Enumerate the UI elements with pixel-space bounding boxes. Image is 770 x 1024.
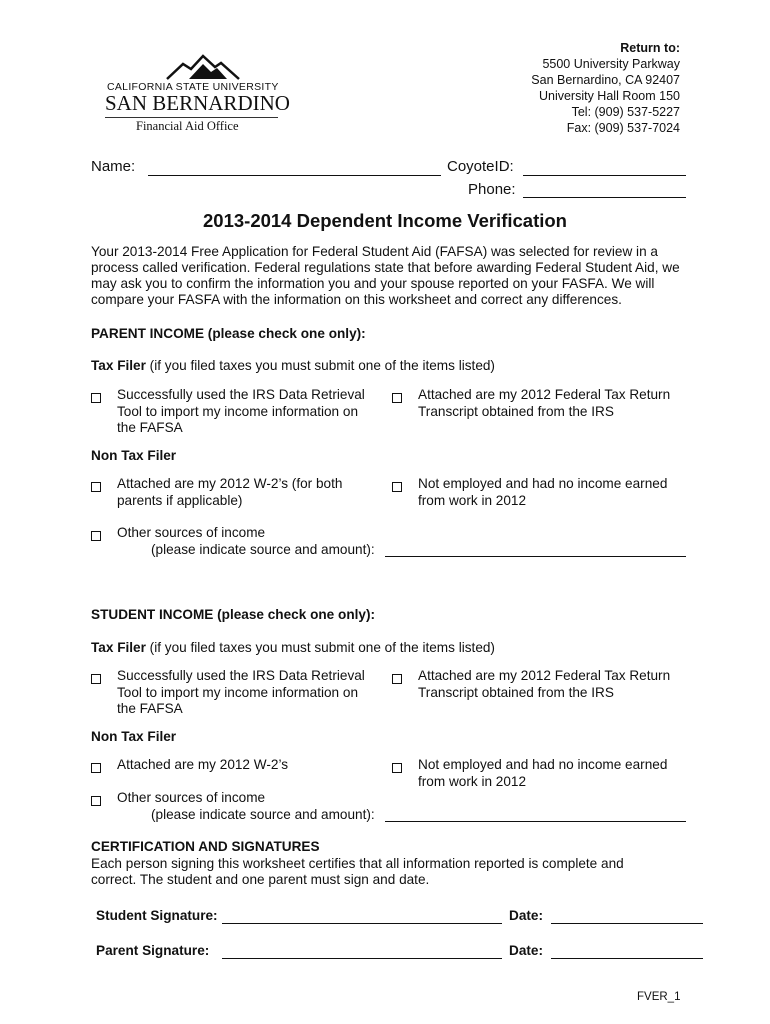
intro-paragraph: Your 2013-2014 Free Application for Federal Student Aid (FAFSA) was selected for review in a process called verification. Federal regulations state that before awarding Federal Student Aid, we may ask you to confirm the information you and your spouse reported on your FASFA. We will compare your FASFA with the information on this worksheet and correct any differences.	[91, 244, 680, 307]
student-other-sources-field[interactable]	[385, 821, 686, 822]
certification-heading: CERTIFICATION AND SIGNATURES	[91, 839, 320, 854]
student-option-w2[interactable]	[91, 757, 381, 775]
option-label: Attached are my 2012 Federal Tax Return Transcript obtained from the IRS	[418, 668, 671, 700]
logo-university-line2: SAN BERNARDINO	[105, 91, 290, 115]
checkbox[interactable]	[392, 393, 402, 403]
name-label: Name:	[91, 158, 136, 175]
university-logo	[105, 50, 290, 135]
student-tax-filer-label: Tax Filer	[91, 640, 146, 655]
student-other-indicate-label: (please indicate source and amount):	[151, 807, 375, 822]
parent-non-tax-filer-heading: Non Tax Filer	[91, 448, 177, 463]
return-address	[531, 40, 680, 136]
student-income-heading: STUDENT INCOME (please check one only):	[91, 607, 376, 622]
checkbox[interactable]	[392, 763, 402, 773]
checkbox[interactable]	[91, 482, 101, 492]
student-date-label: Date:	[509, 908, 543, 923]
checkbox[interactable]	[91, 763, 101, 773]
checkbox[interactable]	[91, 674, 101, 684]
certification-text: Each person signing this worksheet certifies that all information reported is complete and correct. The student and one parent must sign and date.	[91, 856, 624, 887]
parent-date-field[interactable]	[551, 958, 703, 959]
student-option-irs-retrieval[interactable]	[91, 668, 381, 718]
mountain-logo-icon	[105, 50, 285, 80]
checkbox[interactable]	[392, 482, 402, 492]
coyote-id-label: CoyoteID:	[447, 158, 514, 175]
option-label: Attached are my 2012 W-2’s	[117, 757, 289, 772]
option-label: Successfully used the IRS Data Retrieval Tool to import my income information on the FAFSA	[117, 668, 365, 716]
parent-date-label: Date:	[509, 943, 543, 958]
phone-field[interactable]	[523, 197, 686, 198]
page-title: 2013-2014 Dependent Income Verification	[203, 210, 567, 231]
return-line: San Bernardino, CA 92407	[531, 73, 680, 87]
phone-label: Phone:	[468, 181, 516, 198]
student-option-transcript[interactable]	[392, 668, 692, 702]
parent-option-w2[interactable]	[91, 476, 381, 510]
option-label: Other sources of income	[117, 525, 266, 540]
checkbox[interactable]	[91, 531, 101, 541]
option-label: Not employed and had no income earned from work in 2012	[418, 757, 668, 789]
parent-option-other[interactable]	[91, 525, 391, 543]
return-line: University Hall Room 150	[538, 89, 680, 103]
student-non-tax-filer-heading: Non Tax Filer	[91, 729, 177, 744]
parent-option-not-employed[interactable]	[392, 476, 692, 510]
logo-university-line1: CALIFORNIA STATE UNIVERSITY	[107, 81, 279, 93]
checkbox[interactable]	[91, 796, 101, 806]
student-signature-field[interactable]	[222, 923, 502, 924]
return-line: Tel: (909) 537-5227	[571, 105, 680, 119]
parent-option-irs-retrieval[interactable]	[91, 387, 381, 437]
parent-other-sources-field[interactable]	[385, 556, 686, 557]
parent-other-indicate-label: (please indicate source and amount):	[151, 542, 375, 557]
parent-tax-filer-label: Tax Filer	[91, 358, 146, 373]
parent-signature-field[interactable]	[222, 958, 502, 959]
return-line: Fax: (909) 537-7024	[566, 121, 680, 135]
student-signature-label: Student Signature:	[96, 908, 218, 923]
logo-divider	[105, 117, 278, 118]
return-line: 5500 University Parkway	[542, 57, 680, 71]
student-tax-filer-heading	[91, 640, 495, 657]
student-date-field[interactable]	[551, 923, 703, 924]
parent-signature-label: Parent Signature:	[96, 943, 210, 958]
coyote-id-field[interactable]	[523, 175, 686, 176]
return-title: Return to:	[620, 41, 680, 55]
checkbox[interactable]	[392, 674, 402, 684]
parent-tax-filer-note: (if you filed taxes you must submit one of the items listed)	[145, 358, 495, 373]
parent-tax-filer-heading	[91, 358, 495, 375]
parent-option-transcript[interactable]	[392, 387, 692, 421]
checkbox[interactable]	[91, 393, 101, 403]
option-label: Not employed and had no income earned from work in 2012	[418, 476, 668, 508]
option-label: Attached are my 2012 W-2’s (for both parents if applicable)	[117, 476, 343, 508]
name-field[interactable]	[148, 175, 441, 176]
student-option-not-employed[interactable]	[392, 757, 692, 791]
student-option-other[interactable]	[91, 790, 391, 808]
logo-office: Financial Aid Office	[136, 119, 239, 133]
option-label: Other sources of income	[117, 790, 266, 805]
option-label: Attached are my 2012 Federal Tax Return Transcript obtained from the IRS	[418, 387, 671, 419]
parent-income-heading: PARENT INCOME (please check one only):	[91, 326, 366, 341]
student-tax-filer-note: (if you filed taxes you must submit one of the items listed)	[145, 640, 495, 655]
form-code: FVER_1	[637, 991, 681, 1003]
option-label: Successfully used the IRS Data Retrieval Tool to import my income information on the FAFSA	[117, 387, 365, 435]
